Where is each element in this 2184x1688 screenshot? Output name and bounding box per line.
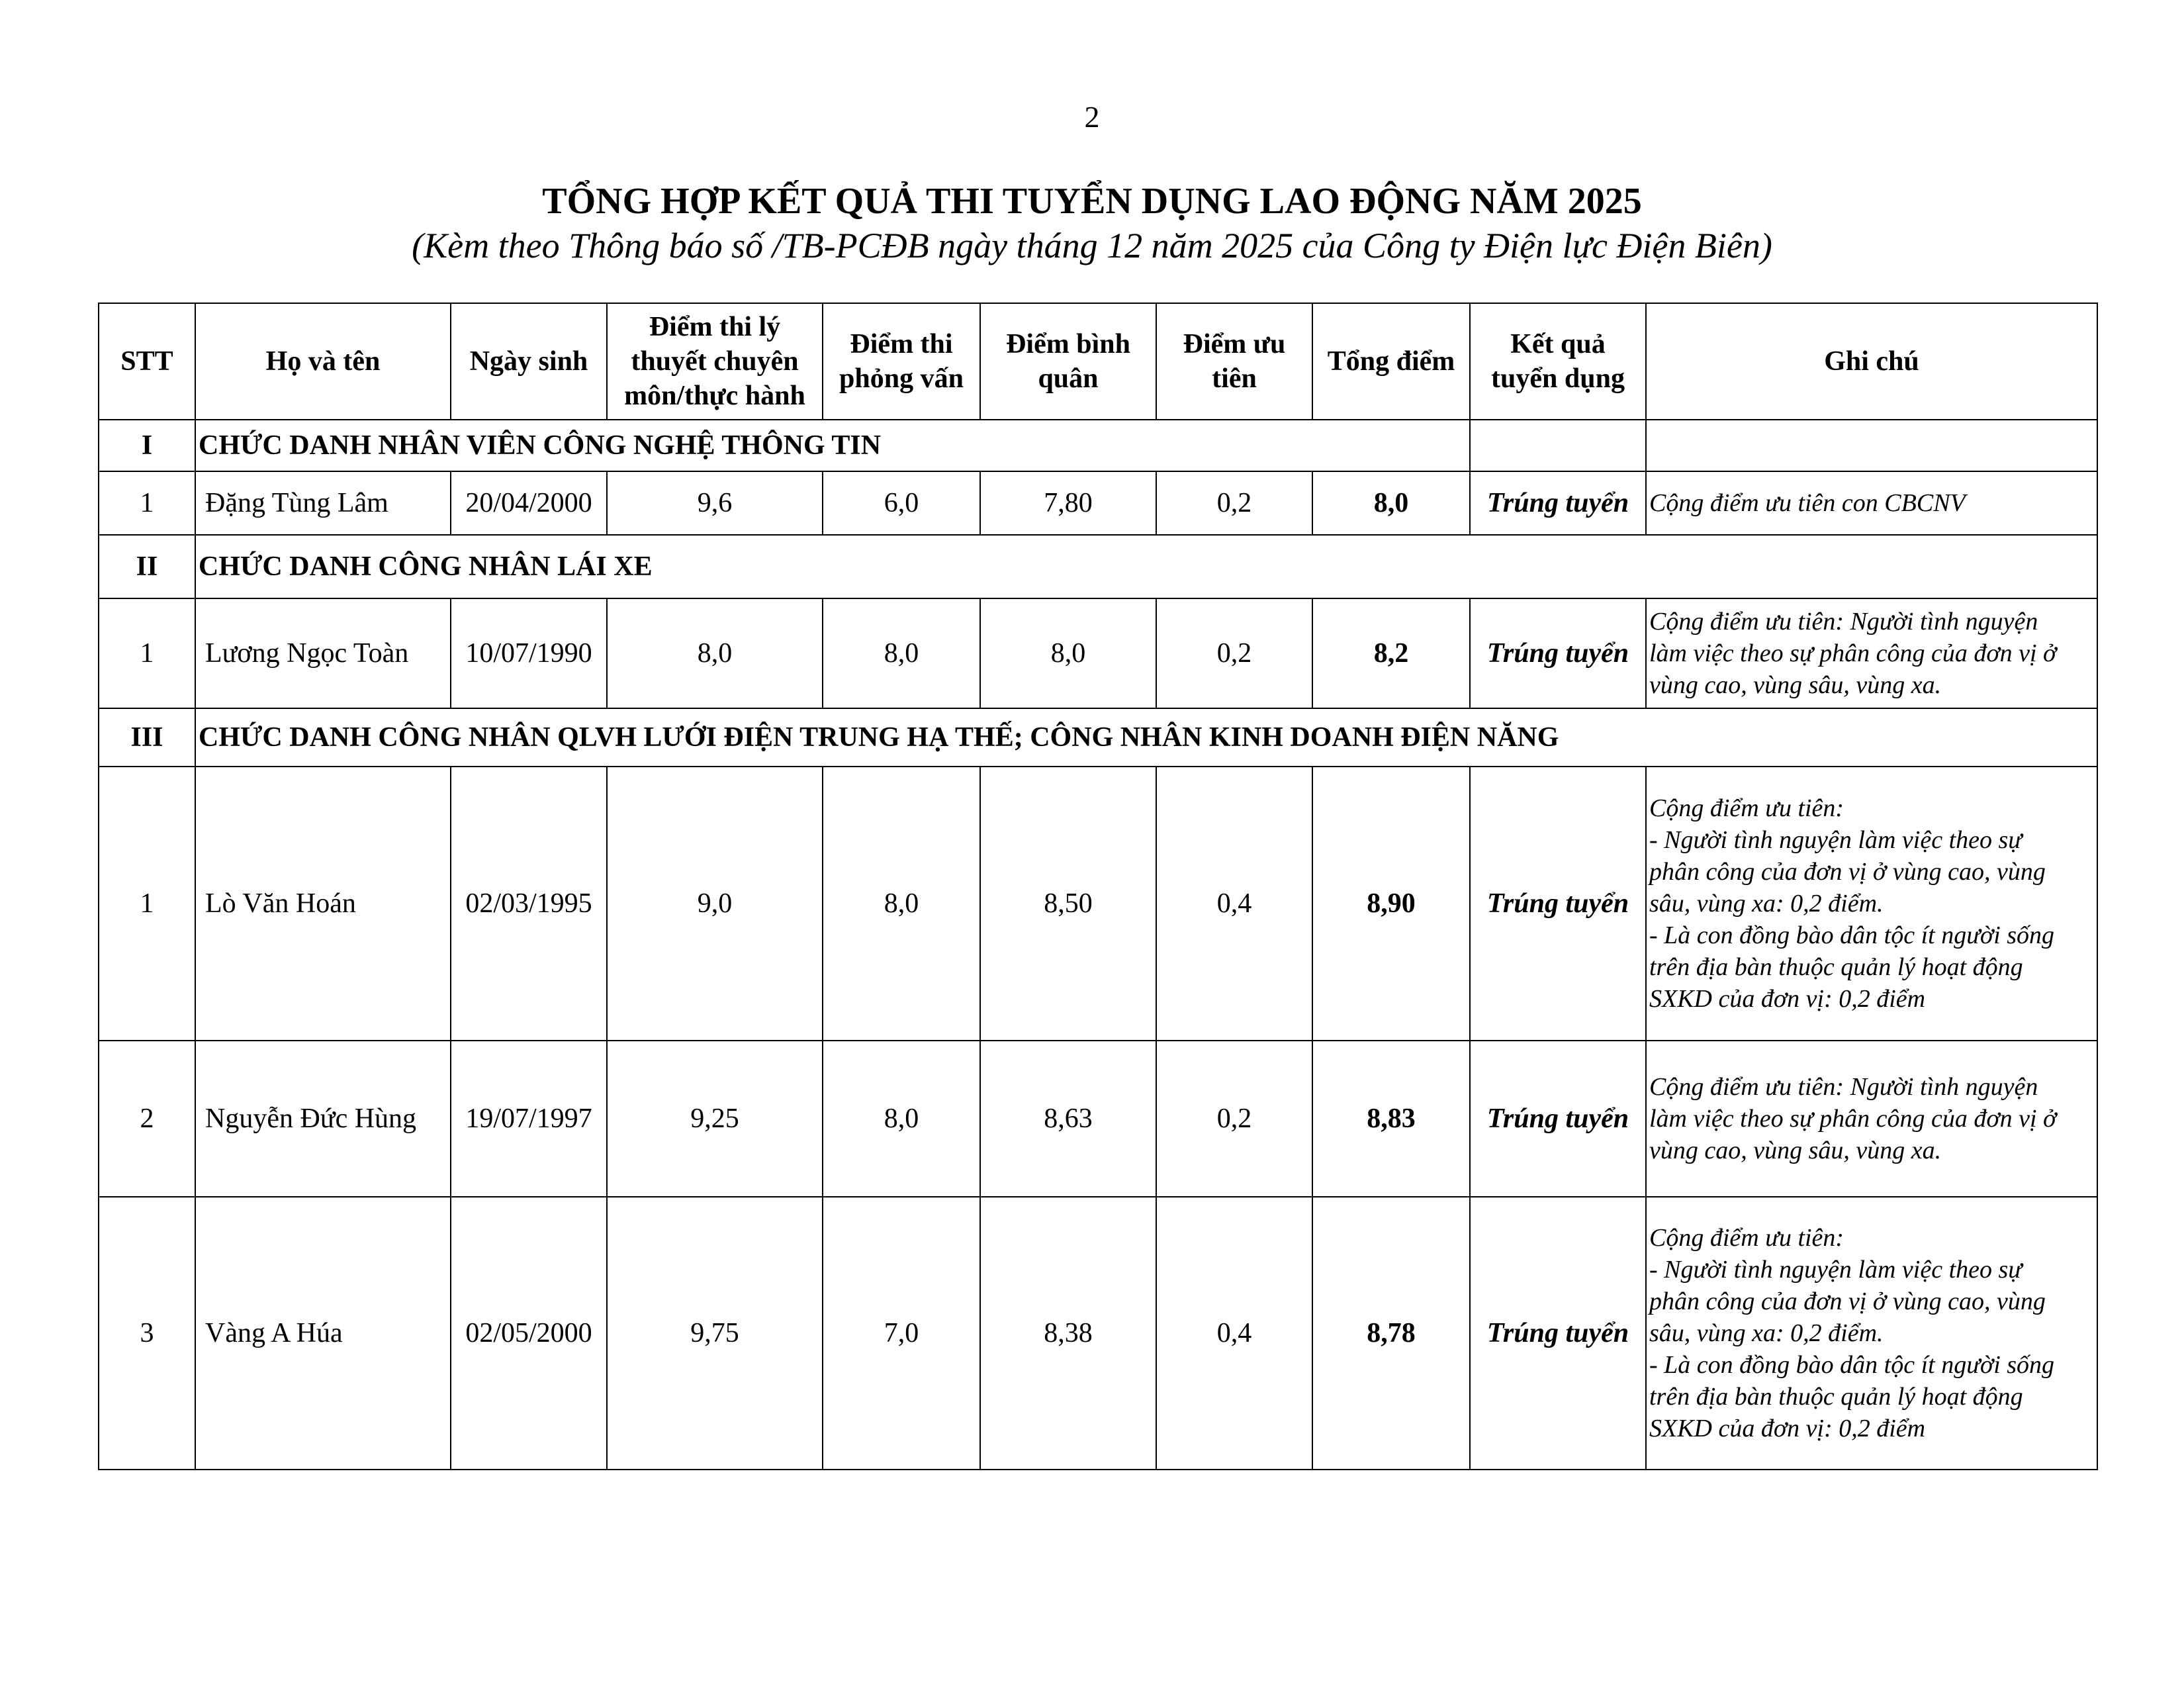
cell-priority-score: 0,2 [1156, 598, 1312, 708]
cell-stt: 1 [99, 471, 195, 535]
section-title: CHỨC DANH CÔNG NHÂN LÁI XE [195, 535, 2097, 598]
cell-dob: 20/04/2000 [451, 471, 607, 535]
cell-dob: 19/07/1997 [451, 1041, 607, 1197]
header-stt: STT [99, 303, 195, 420]
section-number: II [99, 535, 195, 598]
cell-name: Lương Ngọc Toàn [195, 598, 451, 708]
cell-total-score: 8,90 [1312, 767, 1470, 1041]
table-row [99, 1197, 2097, 1470]
cell-theory-score: 9,25 [607, 1041, 823, 1197]
cell-interview-score: 6,0 [823, 471, 980, 535]
cell-name: Nguyễn Đức Hùng [195, 1041, 451, 1197]
cell-stt: 3 [99, 1197, 195, 1470]
document-subtitle: (Kèm theo Thông báo số /TB-PCĐB ngày tháng 12 năm 2025 của Công ty Điện lực Điện Biên) [412, 226, 1772, 265]
cell-theory-score: 8,0 [607, 598, 823, 708]
cell-average-score: 7,80 [980, 471, 1156, 535]
header-interview-score: Điểm thi phỏng vấn [823, 303, 980, 420]
cell-stt: 2 [99, 1041, 195, 1197]
section-empty-cell [1470, 420, 1646, 471]
section-row-1 [99, 420, 2097, 471]
cell-theory-score: 9,0 [607, 767, 823, 1041]
cell-total-score: 8,2 [1312, 598, 1470, 708]
cell-dob: 02/03/1995 [451, 767, 607, 1041]
cell-priority-score: 0,4 [1156, 1197, 1312, 1470]
cell-result: Trúng tuyển [1470, 1197, 1646, 1470]
cell-name: Đặng Tùng Lâm [195, 471, 451, 535]
table-row [99, 471, 2097, 535]
cell-result: Trúng tuyển [1470, 1041, 1646, 1197]
page-number: 2 [1084, 100, 1100, 134]
results-table [98, 303, 2098, 1470]
cell-average-score: 8,63 [980, 1041, 1156, 1197]
cell-average-score: 8,0 [980, 598, 1156, 708]
cell-average-score: 8,50 [980, 767, 1156, 1041]
table-row [99, 1041, 2097, 1197]
cell-theory-score: 9,75 [607, 1197, 823, 1470]
header-row [99, 303, 2097, 420]
cell-interview-score: 8,0 [823, 1041, 980, 1197]
cell-interview-score: 8,0 [823, 598, 980, 708]
cell-result: Trúng tuyển [1470, 471, 1646, 535]
header-average-score: Điểm bình quân [980, 303, 1156, 420]
section-title: CHỨC DANH NHÂN VIÊN CÔNG NGHỆ THÔNG TIN [195, 420, 1470, 471]
cell-priority-score: 0,4 [1156, 767, 1312, 1041]
header-priority-score: Điểm ưu tiên [1156, 303, 1312, 420]
cell-dob: 02/05/2000 [451, 1197, 607, 1470]
cell-note: Cộng điểm ưu tiên: Người tình nguyện làm việc theo sự phân công của đơn vị ở vùng cao, vùng sâu, vùng xa. [1646, 598, 2097, 708]
cell-dob: 10/07/1990 [451, 598, 607, 708]
cell-stt: 1 [99, 767, 195, 1041]
header-note: Ghi chú [1646, 303, 2097, 420]
cell-note: Cộng điểm ưu tiên con CBCNV [1646, 471, 2097, 535]
section-row-3 [99, 708, 2097, 767]
table-row [99, 598, 2097, 708]
document-title: TỔNG HỢP KẾT QUẢ THI TUYỂN DỤNG LAO ĐỘNG NĂM 2025 [542, 181, 1642, 222]
cell-result: Trúng tuyển [1470, 767, 1646, 1041]
cell-name: Vàng A Húa [195, 1197, 451, 1470]
cell-priority-score: 0,2 [1156, 471, 1312, 535]
cell-total-score: 8,78 [1312, 1197, 1470, 1470]
header-result: Kết quả tuyển dụng [1470, 303, 1646, 420]
cell-note: Cộng điểm ưu tiên: Người tình nguyện làm việc theo sự phân công của đơn vị ở vùng cao, vùng sâu, vùng xa. [1646, 1041, 2097, 1197]
cell-name: Lò Văn Hoán [195, 767, 451, 1041]
cell-total-score: 8,83 [1312, 1041, 1470, 1197]
cell-interview-score: 8,0 [823, 767, 980, 1041]
section-title: CHỨC DANH CÔNG NHÂN QLVH LƯỚI ĐIỆN TRUNG HẠ THẾ; CÔNG NHÂN KINH DOANH ĐIỆN NĂNG [195, 708, 2097, 767]
cell-average-score: 8,38 [980, 1197, 1156, 1470]
cell-interview-score: 7,0 [823, 1197, 980, 1470]
cell-stt: 1 [99, 598, 195, 708]
section-empty-cell [1646, 420, 2097, 471]
header-theory-score: Điểm thi lý thuyết chuyên môn/thực hành [607, 303, 823, 420]
header-dob: Ngày sinh [451, 303, 607, 420]
section-number: III [99, 708, 195, 767]
table-row [99, 767, 2097, 1041]
cell-note: Cộng điểm ưu tiên: - Người tình nguyện làm việc theo sự phân công của đơn vị ở vùng cao, vùng sâu, vùng xa: 0,2 điểm. - Là con đồng bào dân tộc ít người sống trên địa bàn thuộc quản lý hoạt động SXKD của đơn vị: 0,2 điểm [1646, 767, 2097, 1041]
cell-result: Trúng tuyển [1470, 598, 1646, 708]
header-total-score: Tổng điểm [1312, 303, 1470, 420]
cell-total-score: 8,0 [1312, 471, 1470, 535]
cell-priority-score: 0,2 [1156, 1041, 1312, 1197]
section-number: I [99, 420, 195, 471]
section-row-2 [99, 535, 2097, 598]
cell-theory-score: 9,6 [607, 471, 823, 535]
header-name: Họ và tên [195, 303, 451, 420]
cell-note: Cộng điểm ưu tiên: - Người tình nguyện làm việc theo sự phân công của đơn vị ở vùng cao, vùng sâu, vùng xa: 0,2 điểm. - Là con đồng bào dân tộc ít người sống trên địa bàn thuộc quản lý hoạt động SXKD của đơn vị: 0,2 điểm [1646, 1197, 2097, 1470]
